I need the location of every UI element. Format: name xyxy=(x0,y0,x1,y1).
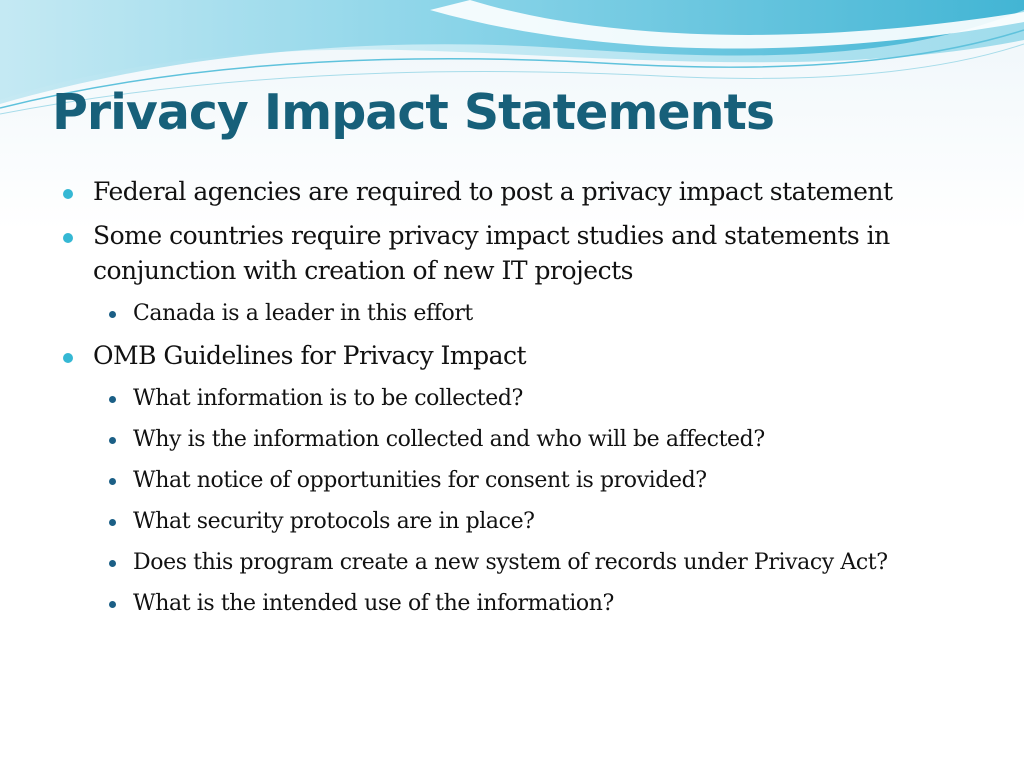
bullet-item xyxy=(60,174,980,209)
sub-bullet-text: What is the intended use of the information? xyxy=(133,591,614,616)
bullet-item xyxy=(60,218,980,288)
sub-bullet-text: What information is to be collected? xyxy=(133,386,523,411)
sub-bullet-item xyxy=(60,464,980,497)
sub-bullet-item xyxy=(60,505,980,538)
bullet-dot-icon xyxy=(63,189,73,199)
sub-bullet-item xyxy=(60,587,980,620)
sub-bullet-dot-icon xyxy=(109,478,116,485)
bullet-dot-icon xyxy=(63,353,73,363)
sub-bullet-item xyxy=(60,546,980,579)
bullet-text: OMB Guidelines for Privacy Impact xyxy=(93,341,527,370)
sub-bullet-dot-icon xyxy=(109,519,116,526)
sub-bullet-dot-icon xyxy=(109,437,116,444)
bullet-text: Some countries require privacy impact studies and statements in conjunction with creation of new IT projects xyxy=(93,221,890,285)
sub-bullet-item xyxy=(60,382,980,415)
sub-bullet-text: What security protocols are in place? xyxy=(133,509,535,534)
sub-bullet-text: Canada is a leader in this effort xyxy=(133,301,473,326)
sub-bullet-item xyxy=(60,423,980,456)
bullet-list xyxy=(60,174,980,628)
page-title: Privacy Impact Statements xyxy=(52,84,775,141)
bullet-text: Federal agencies are required to post a privacy impact statement xyxy=(93,177,893,206)
sub-bullet-text: Why is the information collected and who will be affected? xyxy=(133,427,765,452)
bullet-dot-icon xyxy=(63,233,73,243)
sub-bullet-dot-icon xyxy=(109,396,116,403)
sub-bullet-dot-icon xyxy=(109,601,116,608)
sub-bullet-dot-icon xyxy=(109,311,116,318)
sub-bullet-text: Does this program create a new system of records under Privacy Act? xyxy=(133,550,888,575)
sub-bullet-item xyxy=(60,297,980,330)
sub-bullet-dot-icon xyxy=(109,560,116,567)
sub-bullet-text: What notice of opportunities for consent is provided? xyxy=(133,468,707,493)
bullet-item xyxy=(60,338,980,373)
